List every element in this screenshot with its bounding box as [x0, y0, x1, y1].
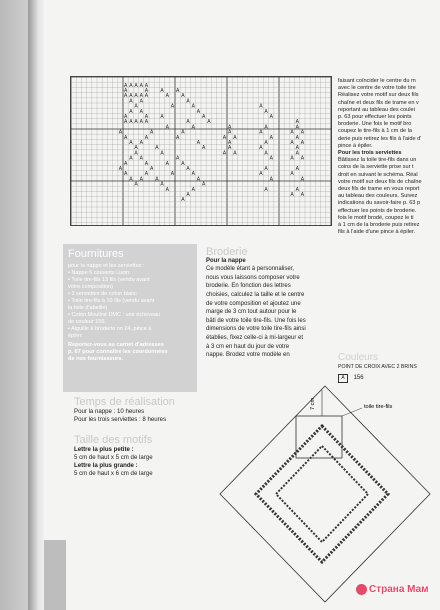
- text-line: derie puis retirez les fils à l'aide d': [338, 135, 422, 142]
- stitch-symbol: A: [269, 134, 273, 141]
- stitch-symbol: A: [290, 171, 294, 178]
- text-line: choisies, calculez la taille et le centre: [206, 291, 305, 298]
- stitch-symbol: A: [124, 119, 128, 126]
- broderie-section: [206, 246, 330, 360]
- watermark-logo-icon: [356, 584, 367, 595]
- text-line: coins de la serviette prise sur t: [338, 164, 414, 171]
- stitch-symbol: A: [222, 134, 227, 141]
- stitch-symbol: A: [118, 166, 123, 172]
- text-line: bâti de votre toile tire-fils. Une fois les: [206, 317, 306, 324]
- temps-text: [74, 408, 198, 424]
- text-line: Ce modèle étant à personnaliser,: [206, 266, 295, 273]
- stitch-symbol: A: [300, 140, 305, 146]
- stitch-symbol: A: [124, 114, 128, 120]
- stitch-symbol: A: [139, 176, 143, 183]
- stitch-symbol: A: [118, 129, 123, 136]
- stitch-symbol: A: [144, 93, 149, 100]
- previous-page-edge: [0, 0, 30, 610]
- leader-line: [342, 408, 362, 416]
- stitch-symbol: A: [300, 176, 305, 183]
- stitch-symbol: A: [124, 160, 128, 167]
- stitch-symbol: A: [222, 150, 227, 157]
- stitch-symbol: A: [233, 150, 237, 157]
- text-line: nous vous laissons composer votre: [206, 274, 300, 281]
- stitch-symbol: A: [191, 124, 195, 131]
- color-number: 156: [353, 375, 364, 382]
- broderie-title: Broderie: [206, 246, 248, 258]
- stitch-symbol: A: [124, 88, 128, 94]
- stitch-symbol: A: [170, 103, 175, 110]
- stitch-symbol: A: [165, 93, 169, 100]
- stitch-symbol: A: [228, 145, 232, 152]
- stitch-symbol: A: [139, 93, 143, 100]
- stitch-symbol: A: [191, 103, 195, 110]
- note-line: de nos fournisseurs.: [68, 356, 124, 362]
- stitch-symbol: A: [139, 155, 143, 162]
- text-line: effectuer les points de broderie.: [338, 207, 417, 214]
- stitch-symbol: A: [124, 171, 128, 178]
- stitch-symbol: A: [134, 82, 138, 89]
- stitch-symbol: A: [202, 181, 206, 188]
- fournitures-item: • 3 serviettes de coton blanc: [68, 291, 137, 297]
- stitch-symbol: A: [124, 82, 128, 89]
- note-line: Reportez-vous au carnet d'adresses: [68, 342, 164, 348]
- stitch-symbol: A: [290, 155, 294, 162]
- stitch-symbol: A: [134, 119, 138, 126]
- stitch-symbol: A: [259, 129, 263, 136]
- text-line: dimensions de votre toile tire-fils ainsi: [206, 326, 306, 333]
- text-line: 5 cm de haut x 5 cm de large: [74, 454, 153, 461]
- text-line: marge de 3 cm tout autour pour le: [206, 309, 297, 316]
- serviettes-text: [338, 157, 440, 236]
- toile-tire-fils-rect: [296, 416, 342, 458]
- text-line: droit en suivant le schéma. Réal: [338, 171, 418, 178]
- stitch-symbol: A: [290, 140, 294, 146]
- serviettes-heading: Pour les trois serviettes: [338, 150, 402, 157]
- stitch-symbol: A: [160, 114, 164, 120]
- stitch-symbol: A: [150, 129, 154, 136]
- intro-text: [338, 78, 440, 150]
- text-line: établies, fixez celle-ci à mi-largeur et: [206, 334, 304, 341]
- text-line: indications du savoir-faire p. 63 p: [338, 200, 421, 207]
- text-line: votre motif sur deux fils de chaîne: [338, 178, 422, 185]
- stitch-symbol: A: [207, 119, 211, 126]
- temps-title: Temps de réalisation: [74, 396, 175, 408]
- stitch-symbol: A: [165, 186, 169, 193]
- stitch-symbol: A: [196, 140, 201, 146]
- text-line: deux fils de trame en vous report: [338, 186, 420, 193]
- stitch-symbol: A: [264, 150, 268, 157]
- stitch-symbol: A: [228, 140, 232, 146]
- stitch-symbol: A: [139, 108, 143, 115]
- stitch-symbol: A: [264, 124, 268, 131]
- stitch-symbol: A: [186, 192, 190, 198]
- stitch-symbol: A: [124, 93, 128, 100]
- fournitures-item: • Coton Mouliné DMC : une écheveau: [68, 312, 161, 318]
- stitch-symbol: A: [124, 134, 128, 141]
- stitch-symbol: A: [160, 88, 164, 94]
- text-line: Pour la nappe : 10 heures: [74, 408, 145, 415]
- stitch-symbol: A: [186, 98, 190, 105]
- stitch-symbol: A: [139, 140, 143, 146]
- stitch-symbol: A: [202, 114, 206, 120]
- stitch-symbol: A: [264, 140, 268, 146]
- watermark-text: Страна Мам: [369, 584, 429, 596]
- fournitures-item: pour la nappe et les serviettes :: [68, 263, 145, 269]
- stitch-symbol: A: [129, 119, 133, 126]
- text-line: faisant coïncider le centre du m: [338, 78, 416, 84]
- couleurs-title: Couleurs: [338, 352, 379, 363]
- taille-title: Taille des motifs: [74, 434, 153, 446]
- text-line: avec le centre de votre toile tire: [338, 85, 416, 92]
- stitch-symbol: A: [129, 155, 133, 162]
- fournitures-item: de couleur 156.: [68, 319, 106, 325]
- couleurs-subtitle: POINT DE CROIX AVEC 2 BRINS: [338, 364, 417, 370]
- stitch-symbol: A: [129, 93, 133, 100]
- stitch-symbol: A: [196, 108, 201, 115]
- placement-diagram: [210, 376, 440, 610]
- stitch-symbol: A: [129, 140, 133, 146]
- stitch-symbol: A: [295, 186, 299, 193]
- fournitures-box: [63, 244, 197, 392]
- stitch-symbol: A: [165, 160, 169, 167]
- stitch-symbol: A: [144, 82, 149, 89]
- taille-text: [74, 446, 198, 478]
- text-line: de votre composition et ajoutez une: [206, 300, 301, 307]
- text-line: Pour les trois serviettes : 8 heures: [74, 416, 167, 423]
- stitch-symbol: A: [290, 192, 294, 198]
- stitch-symbol: A: [144, 88, 149, 94]
- text-line: pince à épiler.: [338, 142, 373, 149]
- fournitures-item: épiler.: [68, 333, 83, 339]
- stitch-symbol: A: [134, 150, 138, 157]
- stitch-symbol: A: [144, 134, 149, 141]
- stitch-symbol: A: [139, 82, 143, 89]
- napkin-outline: [220, 386, 430, 602]
- stitch-symbol: A: [160, 150, 164, 157]
- stitch-symbol: A: [144, 119, 149, 126]
- stitch-symbol: A: [295, 124, 299, 131]
- stitch-symbol: A: [264, 186, 268, 193]
- stitch-symbol: A: [295, 145, 299, 152]
- color-symbol: A: [338, 374, 348, 383]
- fournitures-note: [68, 342, 192, 363]
- stitch-symbol: A: [144, 114, 149, 120]
- stitch-symbol: A: [155, 145, 159, 152]
- stitch-symbol: A: [139, 98, 143, 105]
- text-line: broderie. En fonction des lettres: [206, 283, 291, 290]
- stitch-symbol: A: [181, 160, 185, 167]
- stitch-symbol: A: [134, 103, 138, 110]
- taille-section: [74, 434, 198, 478]
- stitch-symbol: A: [290, 129, 294, 136]
- stitch-symbol: A: [264, 166, 268, 172]
- stitch-symbol: A: [181, 93, 185, 100]
- stitch-symbol: A: [150, 166, 154, 172]
- watermark: [356, 584, 429, 595]
- stitch-symbol: A: [191, 171, 195, 178]
- stitch-symbol: A: [269, 114, 273, 120]
- stitch-symbol: A: [264, 108, 268, 115]
- text-line: fils à l'aide d'une pince à épiler.: [338, 229, 416, 236]
- text-line: broderie. Une fois le motif bro: [338, 121, 412, 128]
- fournitures-item: • Toile tire-fils 13 fils (vendu avant: [68, 277, 150, 283]
- broderie-heading: Pour la nappe: [206, 258, 246, 264]
- fournitures-item: • Aiguille à broderie no 24, pince à: [68, 326, 152, 332]
- text-line: fois le motif brodé, coupez le ti: [338, 214, 414, 221]
- text-line: Lettre la plus grande :: [74, 462, 138, 469]
- cross-stitch-chart: [70, 76, 332, 226]
- stitch-symbol: A: [155, 176, 159, 183]
- stitch-symbol: A: [165, 124, 169, 131]
- label-toile: toile tire-fils: [364, 404, 393, 410]
- stitch-symbol: A: [233, 134, 237, 141]
- stitch-symbol: A: [269, 155, 273, 162]
- text-line: coupez le tire-fils à 1 cm de la: [338, 128, 412, 135]
- stitch-symbol: A: [295, 119, 299, 126]
- fournitures-item: • Toile tire-fils à 10 fils (vendu avant: [68, 298, 155, 304]
- stitch-symbol: A: [191, 186, 195, 193]
- stitch-symbol: A: [129, 98, 133, 105]
- stitch-symbol: A: [176, 134, 180, 141]
- stitch-symbol: A: [186, 119, 190, 126]
- note-line: p. 67 pour connaître les coordonnées: [68, 349, 168, 355]
- fournitures-item: la toile d'abeille): [68, 305, 108, 311]
- bottom-grey-band: [44, 540, 66, 610]
- fournitures-item: votre composition): [68, 284, 113, 290]
- stitch-symbol: A: [300, 155, 305, 162]
- broderie-text: [206, 265, 330, 360]
- right-column: [338, 78, 440, 236]
- text-line: Bâtissez la toile tire-fils dans un: [338, 157, 417, 164]
- stitch-symbol: A: [295, 150, 299, 157]
- stitch-symbol: A: [170, 171, 175, 178]
- stitch-symbol: A: [202, 145, 206, 152]
- stitch-symbol: A: [259, 103, 263, 110]
- stitch-symbol: A: [181, 197, 185, 204]
- stitch-symbol: A: [129, 82, 133, 89]
- text-line: au tableau des couleurs. Suivez: [338, 193, 418, 200]
- text-line: nappe. Brodez votre modèle en: [206, 352, 290, 359]
- temps-section: [74, 396, 198, 424]
- stitch-symbol: A: [176, 155, 180, 162]
- text-line: p. 63 pour effectuer les points: [338, 114, 412, 121]
- text-line: à 1 cm de la broderie puis retirez: [338, 222, 420, 229]
- stitch-symbol: A: [129, 108, 133, 115]
- stitch-symbol: A: [295, 166, 299, 172]
- stitch-symbol: A: [259, 171, 263, 178]
- stitch-symbol: A: [228, 129, 232, 136]
- text-line: Réalisez votre motif sur deux fils: [338, 92, 419, 99]
- stitch-symbol: A: [139, 119, 143, 126]
- stitch-symbol: A: [259, 145, 263, 152]
- stitch-symbol: A: [160, 181, 164, 188]
- label-7cm: 7 cm: [310, 397, 316, 410]
- text-line: chaîne et deux fils de trame en v: [338, 99, 419, 106]
- stitch-symbol: A: [181, 129, 185, 136]
- fournitures-title: Fournitures: [68, 248, 124, 260]
- stitch-symbol: A: [228, 124, 232, 131]
- stitch-symbol: A: [176, 88, 180, 94]
- text-line: Lettre la plus petite :: [74, 446, 134, 453]
- stitch-symbol: A: [186, 166, 190, 172]
- text-line: à 3 cm en haut du jour de votre: [206, 343, 290, 350]
- fournitures-item: • Nappe 6 couverts Lison.: [68, 270, 131, 276]
- stitch-symbol: A: [144, 160, 149, 167]
- chart-grid: [71, 77, 331, 225]
- stitch-symbol: A: [300, 192, 305, 198]
- fournitures-list: [68, 263, 192, 340]
- stitch-symbol: A: [134, 181, 138, 188]
- stitch-symbol: A: [134, 145, 138, 152]
- stitch-symbol: A: [144, 171, 149, 178]
- stitch-symbol: A: [269, 176, 273, 183]
- text-line: 5 cm de haut x 6 cm de large: [74, 470, 153, 477]
- stitch-symbol: A: [134, 93, 138, 100]
- stitch-symbol: A: [196, 176, 201, 183]
- stitch-symbol: A: [295, 134, 299, 141]
- text-line: reportant au tableau des coulei: [338, 106, 415, 113]
- stitch-symbol: A: [300, 129, 305, 136]
- stitch-symbol: A: [129, 176, 133, 183]
